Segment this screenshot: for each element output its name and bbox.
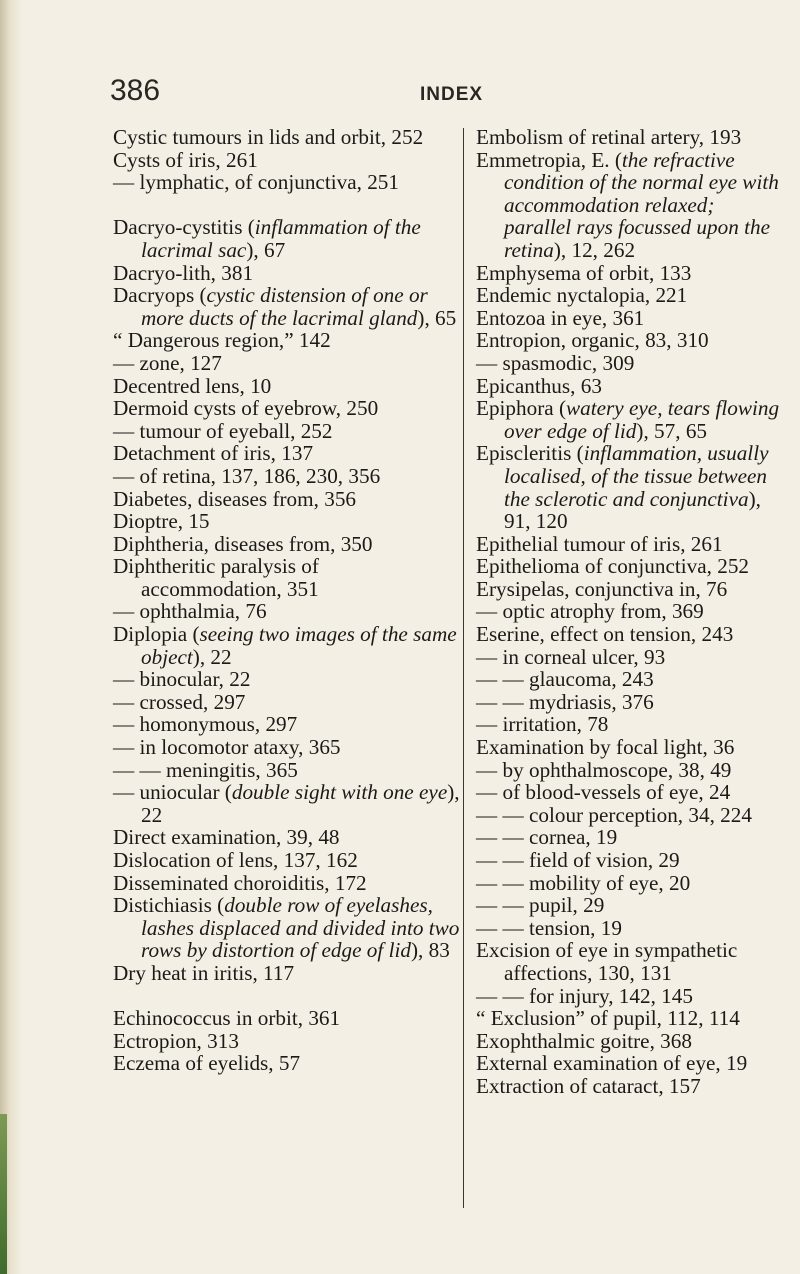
- index-entry: [113, 533, 461, 556]
- index-entry: [113, 894, 461, 962]
- index-entry: [476, 1075, 781, 1098]
- entry-pages: ), 65: [417, 305, 457, 330]
- entry-text: Endemic nyctalopia, 221: [476, 283, 688, 308]
- entry-text: Dacryops (: [113, 283, 207, 308]
- binding-tab: [0, 1114, 7, 1274]
- index-entry: [476, 352, 781, 375]
- index-entry: [476, 646, 781, 669]
- index-entry: [476, 533, 781, 556]
- entry-definition: watery eye, tears flowing over edge of lid: [504, 396, 780, 443]
- index-entry: [476, 126, 781, 149]
- index-entry: [113, 1007, 461, 1030]
- entry-text: — uniocular (: [113, 780, 232, 805]
- entry-text: Emmetropia, E. (: [476, 147, 622, 172]
- entry-text: — — colour perception, 34, 224: [476, 802, 752, 827]
- entry-text: Disseminated choroiditis, 172: [113, 870, 367, 895]
- entry-text: Cystic tumours in lids and orbit, 252: [113, 125, 424, 149]
- entry-text: — — meningitis, 365: [113, 757, 298, 782]
- entry-text: — spasmodic, 309: [476, 350, 635, 375]
- index-entry: [113, 329, 461, 352]
- index-entry: [113, 126, 461, 149]
- index-entry: [476, 623, 781, 646]
- entry-text: — ophthalmia, 76: [113, 599, 267, 624]
- index-entry: [476, 329, 781, 352]
- entry-text: — zone, 127: [113, 350, 222, 375]
- index-entry: [476, 555, 781, 578]
- entry-pages: ), 91, 120: [504, 486, 761, 534]
- index-entry: [113, 510, 461, 533]
- index-entry: [476, 804, 781, 827]
- entry-pages: ), 67: [246, 237, 286, 262]
- index-entry: [476, 668, 781, 691]
- index-entry: [113, 781, 461, 826]
- index-entry: [113, 713, 461, 736]
- entry-text: — — tension, 19: [476, 915, 622, 940]
- index-entry: [476, 691, 781, 714]
- entry-text: Eserine, effect on tension, 243: [476, 622, 734, 647]
- entry-text: Dacryo-lith, 381: [113, 260, 254, 285]
- entry-text: Ectropion, 313: [113, 1028, 239, 1053]
- entry-pages: ), 22: [141, 780, 460, 827]
- entry-text: Epicanthus, 63: [476, 373, 602, 398]
- entry-definition: double row of eyelashes, lashes displaced and divided into two rows by distortion of edge of lid: [141, 893, 460, 963]
- page-header: [110, 74, 670, 114]
- entry-text: Emphysema of orbit, 133: [476, 260, 692, 285]
- entry-text: — — pupil, 29: [476, 893, 605, 918]
- entry-text: — homonymous, 297: [113, 712, 298, 737]
- entry-text: Diabetes, diseases from, 356: [113, 486, 357, 511]
- index-entry: [113, 872, 461, 895]
- entry-text: — of retina, 137, 186, 230, 356: [113, 463, 381, 488]
- entry-text: Examination by focal light, 36: [476, 735, 735, 760]
- index-entry: [113, 849, 461, 872]
- index-entry: [113, 736, 461, 759]
- entry-text: Cysts of iris, 261: [113, 147, 258, 172]
- index-entry: [113, 375, 461, 398]
- index-entry: [113, 284, 461, 329]
- index-entry: [113, 623, 461, 668]
- entry-definition: inflammation, usually localised, of the tissue between the sclerotic and conjunctiva: [504, 441, 769, 511]
- entry-text: — in locomotor ataxy, 365: [113, 735, 341, 760]
- index-entry: [476, 600, 781, 623]
- index-entry: [113, 442, 461, 465]
- index-entry: [476, 939, 781, 984]
- index-entry: [113, 1052, 461, 1075]
- index-entry: [476, 781, 781, 804]
- entry-text: — of blood-vessels of eye, 24: [476, 780, 731, 805]
- entry-text: Excision of eye in sympathetic affections, 130, 131: [476, 938, 738, 985]
- entry-text: Erysipelas, conjunctiva in, 76: [476, 576, 728, 601]
- entry-text: “ Dangerous region,” 142: [113, 328, 331, 353]
- entry-text: Diplopia (: [113, 622, 200, 647]
- entry-pages: ), 57, 65: [636, 418, 708, 443]
- entry-text: Exophthalmic goitre, 368: [476, 1028, 692, 1053]
- index-entry: [113, 262, 461, 285]
- entry-text: Diphtheria, diseases from, 350: [113, 531, 373, 556]
- index-entry: [476, 375, 781, 398]
- index-entry: [113, 352, 461, 375]
- page-number: 386: [110, 74, 161, 107]
- index-entry: [476, 985, 781, 1008]
- index-entry: [113, 826, 461, 849]
- index-entry: [476, 442, 781, 532]
- index-entry: [113, 420, 461, 443]
- entry-text: — in corneal ulcer, 93: [476, 644, 666, 669]
- index-entry: [113, 149, 461, 172]
- entry-text: Diphtheritic paralysis of accommodation, 351: [113, 554, 319, 601]
- entry-text: Dacryo-cystitis (: [113, 215, 255, 240]
- entry-text: Extraction of cataract, 157: [476, 1073, 701, 1098]
- index-entry: [113, 1030, 461, 1053]
- index-entry: [476, 262, 781, 285]
- index-entry: [113, 668, 461, 691]
- index-entry: [476, 307, 781, 330]
- entry-text: “ Exclusion” of pupil, 112, 114: [476, 1006, 740, 1031]
- entry-text: Dry heat in iritis, 117: [113, 960, 295, 985]
- index-column-left: [113, 126, 461, 1075]
- index-entry: [113, 397, 461, 420]
- entry-text: — crossed, 297: [113, 689, 246, 714]
- entry-text: External examination of eye, 19: [476, 1051, 748, 1076]
- entry-text: — — mydriasis, 376: [476, 689, 654, 714]
- entry-pages: ), 22: [192, 644, 232, 669]
- entry-text: — — mobility of eye, 20: [476, 870, 691, 895]
- index-entry: [476, 149, 781, 262]
- index-entry: [476, 736, 781, 759]
- column-divider: [463, 128, 464, 1208]
- index-entry: [113, 216, 461, 261]
- entry-definition: double sight with one eye: [231, 780, 448, 805]
- index-entry: [113, 691, 461, 714]
- index-entry: [476, 1007, 781, 1030]
- entry-text: Distichiasis (: [113, 893, 225, 918]
- entry-text: — lymphatic, of conjunctiva, 251: [113, 170, 399, 195]
- entry-text: Entropion, organic, 83, 310: [476, 328, 709, 353]
- entry-text: Epiphora (: [476, 396, 567, 421]
- entry-text: Entozoa in eye, 361: [476, 305, 645, 330]
- index-entry: [113, 759, 461, 782]
- entry-text: Echinococcus in orbit, 361: [113, 1006, 341, 1031]
- entry-definition: seeing two images of the same object: [141, 622, 457, 669]
- entry-text: — by ophthalmoscope, 38, 49: [476, 757, 732, 782]
- index-entry: [113, 600, 461, 623]
- index-entry: [476, 397, 781, 442]
- entry-definition: the refractive condition of the normal eye with accommodation relaxed; parallel rays focussed upon the retina: [504, 147, 779, 262]
- entry-text: — — glaucoma, 243: [476, 667, 654, 692]
- entry-text: Embolism of retinal artery, 193: [476, 125, 742, 149]
- entry-text: Epithelioma of conjunctiva, 252: [476, 554, 750, 579]
- entry-text: Detachment of iris, 137: [113, 441, 314, 466]
- entry-pages: ), 12, 262: [553, 237, 636, 262]
- index-entry: [113, 962, 461, 985]
- index-entry: [113, 465, 461, 488]
- entry-text: — tumour of eyeball, 252: [113, 418, 333, 443]
- page-binding-edge: [0, 0, 22, 1274]
- index-entry: [476, 872, 781, 895]
- index-entry: [113, 171, 461, 194]
- index-entry: [476, 849, 781, 872]
- entry-text: — binocular, 22: [113, 667, 251, 692]
- index-entry: [476, 284, 781, 307]
- index-column-right: [476, 126, 781, 1098]
- entry-text: Episcleritis (: [476, 441, 584, 466]
- index-entry: [476, 826, 781, 849]
- entry-text: Eczema of eyelids, 57: [113, 1051, 301, 1076]
- index-entry: [476, 1052, 781, 1075]
- index-entry: [476, 759, 781, 782]
- entry-text: Dermoid cysts of eyebrow, 250: [113, 396, 379, 421]
- entry-text: — — cornea, 19: [476, 825, 618, 850]
- index-entry: [113, 555, 461, 600]
- entry-text: Dioptre, 15: [113, 509, 210, 534]
- entry-text: Dislocation of lens, 137, 162: [113, 848, 358, 872]
- entry-text: — — field of vision, 29: [476, 848, 680, 872]
- entry-text: Epithelial tumour of iris, 261: [476, 531, 723, 556]
- entry-text: — — for injury, 142, 145: [476, 983, 693, 1008]
- index-entry: [476, 1030, 781, 1053]
- index-entry: [476, 578, 781, 601]
- entry-text: Decentred lens, 10: [113, 373, 272, 398]
- entry-text: — optic atrophy from, 369: [476, 599, 704, 624]
- index-entry: [113, 488, 461, 511]
- entry-definition: cystic distension of one or more ducts of the lacrimal gland: [141, 283, 428, 330]
- index-entry: [476, 894, 781, 917]
- entry-text: Direct examination, 39, 48: [113, 825, 340, 850]
- entry-pages: ), 83: [410, 938, 450, 963]
- entry-text: — irritation, 78: [476, 712, 609, 737]
- running-title: INDEX: [420, 84, 484, 105]
- entry-definition: inflammation of the lacrimal sac: [141, 215, 421, 262]
- index-entry: [476, 713, 781, 736]
- index-entry: [476, 917, 781, 940]
